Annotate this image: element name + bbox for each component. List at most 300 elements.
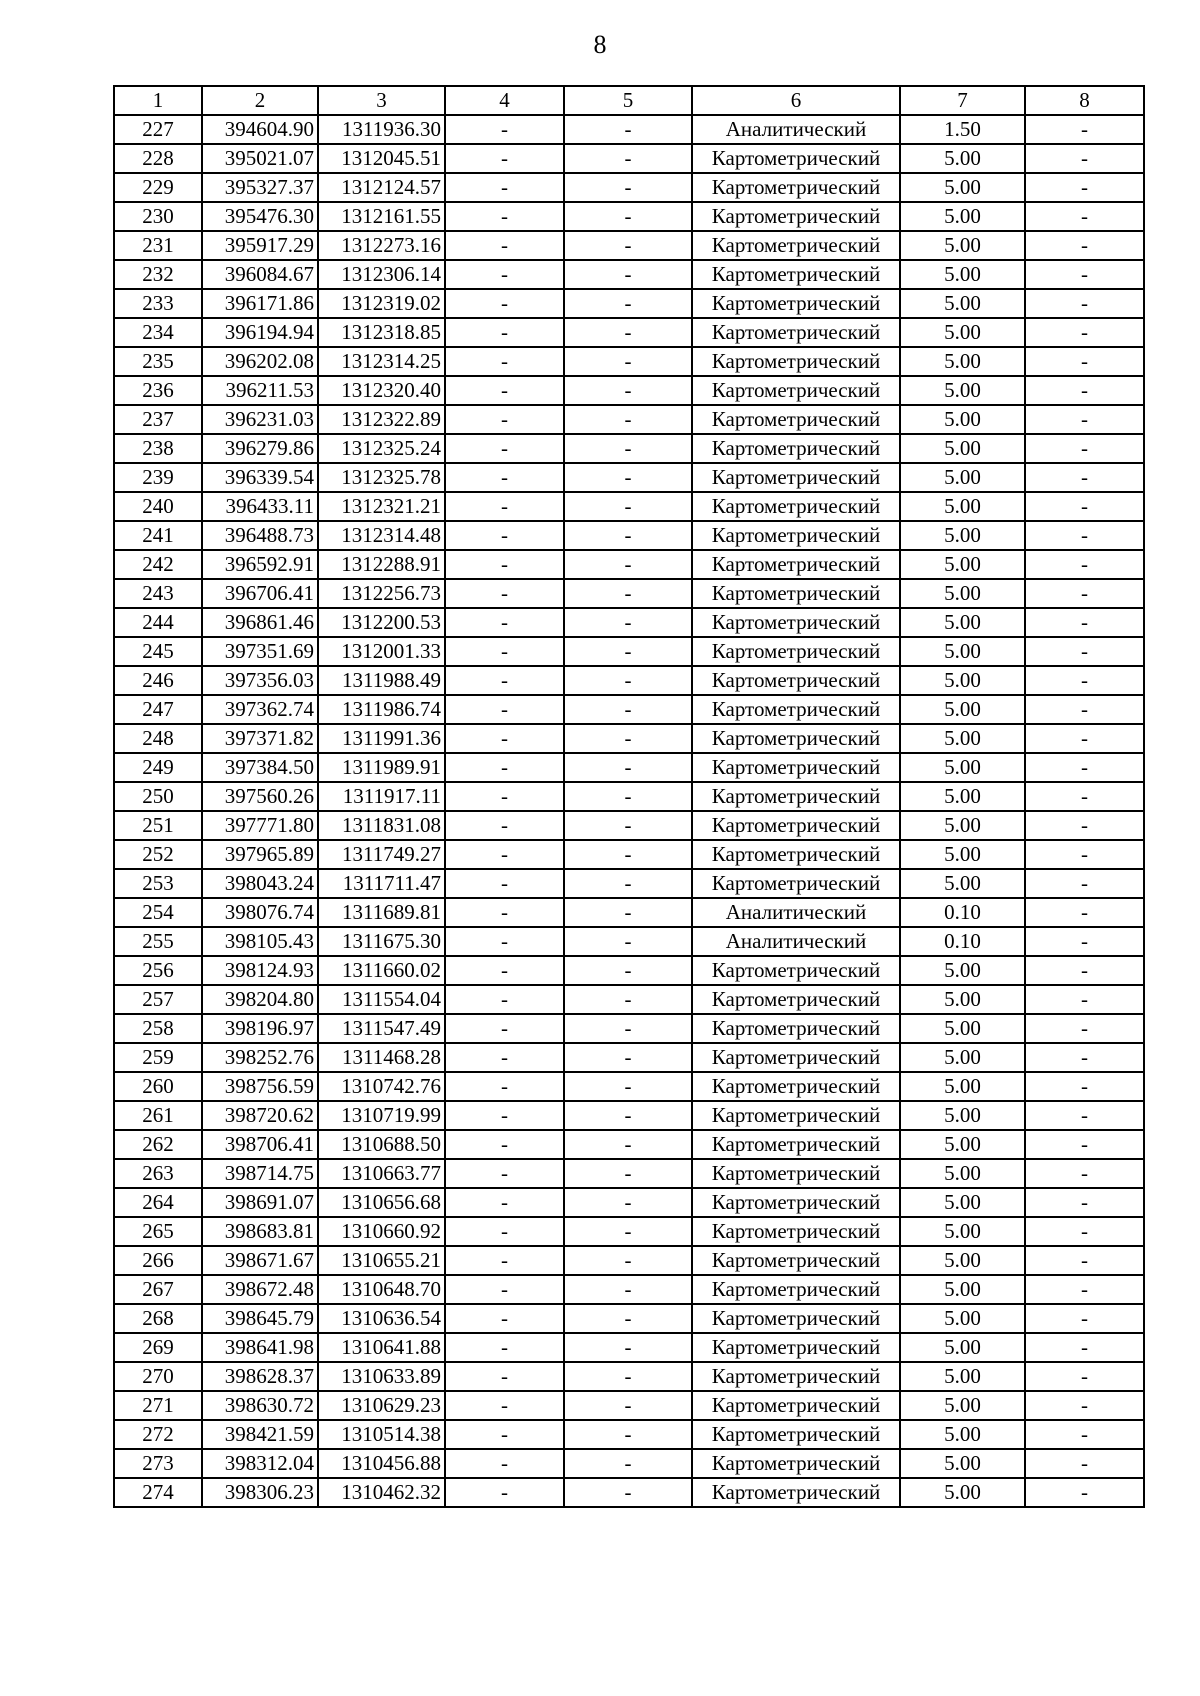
cell-coord-x: 396202.08: [202, 347, 318, 376]
cell-accuracy: 5.00: [900, 1449, 1025, 1478]
cell-point-number: 244: [114, 608, 202, 637]
table-body: [114, 115, 1144, 1507]
cell-coord-x: 398421.59: [202, 1420, 318, 1449]
cell-col-5: -: [564, 637, 692, 666]
cell-coord-x: 398714.75: [202, 1159, 318, 1188]
cell-accuracy: 5.00: [900, 289, 1025, 318]
cell-col-8: -: [1025, 318, 1144, 347]
cell-coord-y: 1312001.33: [318, 637, 445, 666]
coordinates-table: [113, 85, 1145, 1508]
cell-accuracy: 5.00: [900, 753, 1025, 782]
cell-point-number: 231: [114, 231, 202, 260]
cell-method: Картометрический: [692, 1188, 900, 1217]
cell-coord-x: 397356.03: [202, 666, 318, 695]
cell-method: Картометрический: [692, 1304, 900, 1333]
cell-col-4: -: [445, 260, 564, 289]
cell-accuracy: 0.10: [900, 898, 1025, 927]
cell-coord-x: 398124.93: [202, 956, 318, 985]
cell-col-8: -: [1025, 144, 1144, 173]
cell-coord-x: 398076.74: [202, 898, 318, 927]
cell-accuracy: 5.00: [900, 521, 1025, 550]
cell-coord-y: 1311986.74: [318, 695, 445, 724]
table-row: [114, 695, 1144, 724]
cell-col-8: -: [1025, 347, 1144, 376]
cell-col-5: -: [564, 1101, 692, 1130]
table-row: [114, 405, 1144, 434]
table-row: [114, 347, 1144, 376]
cell-coord-x: 398756.59: [202, 1072, 318, 1101]
cell-col-5: -: [564, 1217, 692, 1246]
cell-col-4: -: [445, 405, 564, 434]
cell-col-8: -: [1025, 1420, 1144, 1449]
cell-coord-x: 398204.80: [202, 985, 318, 1014]
cell-col-5: -: [564, 318, 692, 347]
cell-point-number: 270: [114, 1362, 202, 1391]
cell-coord-y: 1312325.78: [318, 463, 445, 492]
cell-col-8: -: [1025, 1043, 1144, 1072]
table-row: [114, 782, 1144, 811]
cell-coord-y: 1312319.02: [318, 289, 445, 318]
cell-point-number: 230: [114, 202, 202, 231]
cell-coord-y: 1312325.24: [318, 434, 445, 463]
cell-method: Картометрический: [692, 1246, 900, 1275]
cell-col-8: -: [1025, 898, 1144, 927]
cell-coord-y: 1311547.49: [318, 1014, 445, 1043]
cell-accuracy: 5.00: [900, 840, 1025, 869]
cell-method: Картометрический: [692, 463, 900, 492]
table-row: [114, 637, 1144, 666]
cell-col-4: -: [445, 579, 564, 608]
table-header: [114, 86, 1144, 115]
cell-coord-x: 396706.41: [202, 579, 318, 608]
column-header-5: 5: [564, 86, 692, 115]
cell-method: Картометрический: [692, 492, 900, 521]
cell-col-4: -: [445, 637, 564, 666]
cell-col-5: -: [564, 1130, 692, 1159]
cell-col-5: -: [564, 666, 692, 695]
cell-method: Аналитический: [692, 927, 900, 956]
cell-col-8: -: [1025, 811, 1144, 840]
cell-col-8: -: [1025, 840, 1144, 869]
cell-point-number: 228: [114, 144, 202, 173]
cell-col-8: -: [1025, 753, 1144, 782]
cell-col-8: -: [1025, 1246, 1144, 1275]
cell-point-number: 260: [114, 1072, 202, 1101]
cell-col-5: -: [564, 115, 692, 144]
cell-point-number: 263: [114, 1159, 202, 1188]
table-row: [114, 608, 1144, 637]
cell-accuracy: 5.00: [900, 202, 1025, 231]
cell-coord-y: 1311554.04: [318, 985, 445, 1014]
cell-coord-x: 398252.76: [202, 1043, 318, 1072]
cell-col-8: -: [1025, 1478, 1144, 1507]
cell-accuracy: 5.00: [900, 1043, 1025, 1072]
table-row: [114, 231, 1144, 260]
cell-col-5: -: [564, 1362, 692, 1391]
cell-coord-y: 1312161.55: [318, 202, 445, 231]
cell-col-4: -: [445, 1275, 564, 1304]
cell-coord-x: 398306.23: [202, 1478, 318, 1507]
cell-col-5: -: [564, 1072, 692, 1101]
cell-col-8: -: [1025, 1188, 1144, 1217]
cell-method: Картометрический: [692, 1014, 900, 1043]
cell-col-5: -: [564, 753, 692, 782]
cell-coord-y: 1311468.28: [318, 1043, 445, 1072]
cell-point-number: 237: [114, 405, 202, 434]
cell-accuracy: 5.00: [900, 956, 1025, 985]
cell-col-5: -: [564, 608, 692, 637]
cell-method: Аналитический: [692, 898, 900, 927]
cell-accuracy: 5.00: [900, 1188, 1025, 1217]
cell-col-8: -: [1025, 289, 1144, 318]
cell-col-4: -: [445, 434, 564, 463]
table-row: [114, 260, 1144, 289]
cell-coord-x: 398671.67: [202, 1246, 318, 1275]
cell-col-4: -: [445, 985, 564, 1014]
cell-col-4: -: [445, 666, 564, 695]
table-row: [114, 1420, 1144, 1449]
table-row: [114, 1101, 1144, 1130]
cell-coord-y: 1310719.99: [318, 1101, 445, 1130]
cell-col-5: -: [564, 898, 692, 927]
cell-coord-x: 398312.04: [202, 1449, 318, 1478]
cell-point-number: 256: [114, 956, 202, 985]
cell-coord-x: 394604.90: [202, 115, 318, 144]
table-row: [114, 898, 1144, 927]
cell-col-5: -: [564, 144, 692, 173]
cell-coord-y: 1312124.57: [318, 173, 445, 202]
cell-col-4: -: [445, 1043, 564, 1072]
cell-point-number: 240: [114, 492, 202, 521]
cell-coord-y: 1312200.53: [318, 608, 445, 637]
cell-coord-y: 1310514.38: [318, 1420, 445, 1449]
table-row: [114, 1391, 1144, 1420]
cell-accuracy: 5.00: [900, 579, 1025, 608]
cell-coord-y: 1312314.25: [318, 347, 445, 376]
cell-col-4: -: [445, 1304, 564, 1333]
cell-coord-y: 1312045.51: [318, 144, 445, 173]
cell-col-5: -: [564, 521, 692, 550]
cell-col-8: -: [1025, 1014, 1144, 1043]
cell-col-5: -: [564, 492, 692, 521]
cell-coord-y: 1312321.21: [318, 492, 445, 521]
table-row: [114, 115, 1144, 144]
cell-point-number: 255: [114, 927, 202, 956]
cell-coord-x: 396084.67: [202, 260, 318, 289]
cell-col-8: -: [1025, 637, 1144, 666]
cell-col-5: -: [564, 579, 692, 608]
cell-method: Картометрический: [692, 550, 900, 579]
cell-point-number: 238: [114, 434, 202, 463]
cell-point-number: 236: [114, 376, 202, 405]
cell-col-4: -: [445, 782, 564, 811]
cell-method: Картометрический: [692, 260, 900, 289]
cell-accuracy: 5.00: [900, 1246, 1025, 1275]
cell-col-8: -: [1025, 434, 1144, 463]
table-row: [114, 1130, 1144, 1159]
cell-col-4: -: [445, 347, 564, 376]
cell-col-5: -: [564, 1275, 692, 1304]
cell-coord-x: 396211.53: [202, 376, 318, 405]
cell-col-4: -: [445, 869, 564, 898]
cell-col-8: -: [1025, 463, 1144, 492]
cell-col-4: -: [445, 1362, 564, 1391]
cell-coord-x: 398043.24: [202, 869, 318, 898]
cell-col-8: -: [1025, 202, 1144, 231]
cell-col-4: -: [445, 1333, 564, 1362]
table-row: [114, 202, 1144, 231]
cell-col-4: -: [445, 550, 564, 579]
cell-method: Картометрический: [692, 405, 900, 434]
cell-point-number: 250: [114, 782, 202, 811]
cell-method: Картометрический: [692, 1275, 900, 1304]
cell-method: Картометрический: [692, 579, 900, 608]
cell-col-8: -: [1025, 695, 1144, 724]
table-row: [114, 1246, 1144, 1275]
cell-point-number: 261: [114, 1101, 202, 1130]
table-row: [114, 144, 1144, 173]
column-header-4: 4: [445, 86, 564, 115]
cell-accuracy: 5.00: [900, 1391, 1025, 1420]
cell-method: Картометрический: [692, 1391, 900, 1420]
table-row: [114, 956, 1144, 985]
cell-col-5: -: [564, 811, 692, 840]
cell-point-number: 239: [114, 463, 202, 492]
cell-col-5: -: [564, 985, 692, 1014]
cell-coord-y: 1312256.73: [318, 579, 445, 608]
cell-col-5: -: [564, 231, 692, 260]
cell-coord-x: 398105.43: [202, 927, 318, 956]
cell-coord-x: 395327.37: [202, 173, 318, 202]
cell-col-8: -: [1025, 608, 1144, 637]
table-row: [114, 869, 1144, 898]
cell-accuracy: 0.10: [900, 927, 1025, 956]
cell-coord-y: 1310641.88: [318, 1333, 445, 1362]
cell-accuracy: 5.00: [900, 492, 1025, 521]
cell-point-number: 264: [114, 1188, 202, 1217]
column-header-2: 2: [202, 86, 318, 115]
cell-col-5: -: [564, 1478, 692, 1507]
cell-col-4: -: [445, 608, 564, 637]
cell-coord-y: 1310660.92: [318, 1217, 445, 1246]
cell-col-4: -: [445, 753, 564, 782]
column-header-1: 1: [114, 86, 202, 115]
cell-accuracy: 5.00: [900, 318, 1025, 347]
cell-point-number: 254: [114, 898, 202, 927]
cell-coord-x: 396279.86: [202, 434, 318, 463]
cell-col-4: -: [445, 1217, 564, 1246]
cell-col-4: -: [445, 318, 564, 347]
cell-method: Картометрический: [692, 840, 900, 869]
cell-col-4: -: [445, 1420, 564, 1449]
cell-coord-x: 397371.82: [202, 724, 318, 753]
cell-coord-x: 396433.11: [202, 492, 318, 521]
cell-col-8: -: [1025, 1101, 1144, 1130]
cell-col-5: -: [564, 202, 692, 231]
cell-coord-y: 1310656.68: [318, 1188, 445, 1217]
table-row: [114, 318, 1144, 347]
cell-accuracy: 5.00: [900, 550, 1025, 579]
cell-col-8: -: [1025, 521, 1144, 550]
cell-point-number: 267: [114, 1275, 202, 1304]
cell-coord-x: 396339.54: [202, 463, 318, 492]
cell-col-8: -: [1025, 782, 1144, 811]
cell-accuracy: 5.00: [900, 1304, 1025, 1333]
cell-coord-x: 398628.37: [202, 1362, 318, 1391]
table-row: [114, 1333, 1144, 1362]
cell-coord-x: 397965.89: [202, 840, 318, 869]
cell-point-number: 252: [114, 840, 202, 869]
cell-accuracy: 5.00: [900, 666, 1025, 695]
cell-coord-y: 1311660.02: [318, 956, 445, 985]
cell-method: Картометрический: [692, 608, 900, 637]
cell-col-8: -: [1025, 1072, 1144, 1101]
cell-accuracy: 5.00: [900, 985, 1025, 1014]
cell-accuracy: 5.00: [900, 1362, 1025, 1391]
cell-method: Картометрический: [692, 1072, 900, 1101]
cell-accuracy: 5.00: [900, 637, 1025, 666]
header-row: [114, 86, 1144, 115]
cell-col-4: -: [445, 956, 564, 985]
cell-col-5: -: [564, 1014, 692, 1043]
cell-col-8: -: [1025, 550, 1144, 579]
cell-point-number: 253: [114, 869, 202, 898]
cell-col-4: -: [445, 173, 564, 202]
cell-accuracy: 5.00: [900, 347, 1025, 376]
cell-coord-y: 1311917.11: [318, 782, 445, 811]
cell-accuracy: 5.00: [900, 695, 1025, 724]
cell-point-number: 243: [114, 579, 202, 608]
cell-col-5: -: [564, 550, 692, 579]
cell-method: Картометрический: [692, 289, 900, 318]
cell-method: Картометрический: [692, 376, 900, 405]
cell-point-number: 268: [114, 1304, 202, 1333]
cell-coord-y: 1311711.47: [318, 869, 445, 898]
cell-coord-y: 1311675.30: [318, 927, 445, 956]
cell-col-4: -: [445, 840, 564, 869]
cell-col-5: -: [564, 463, 692, 492]
cell-col-4: -: [445, 492, 564, 521]
cell-col-5: -: [564, 927, 692, 956]
cell-col-5: -: [564, 434, 692, 463]
cell-col-5: -: [564, 405, 692, 434]
cell-col-4: -: [445, 463, 564, 492]
cell-accuracy: 5.00: [900, 1101, 1025, 1130]
table-row: [114, 1362, 1144, 1391]
table-row: [114, 1159, 1144, 1188]
cell-point-number: 229: [114, 173, 202, 202]
cell-accuracy: 5.00: [900, 1333, 1025, 1362]
cell-coord-x: 397771.80: [202, 811, 318, 840]
cell-col-4: -: [445, 1188, 564, 1217]
table-row: [114, 666, 1144, 695]
cell-method: Картометрический: [692, 782, 900, 811]
table-row: [114, 840, 1144, 869]
cell-coord-y: 1310663.77: [318, 1159, 445, 1188]
cell-coord-y: 1310462.32: [318, 1478, 445, 1507]
cell-coord-y: 1312288.91: [318, 550, 445, 579]
cell-accuracy: 5.00: [900, 1420, 1025, 1449]
cell-col-8: -: [1025, 724, 1144, 753]
cell-col-4: -: [445, 289, 564, 318]
cell-point-number: 247: [114, 695, 202, 724]
cell-method: Картометрический: [692, 753, 900, 782]
cell-coord-x: 396861.46: [202, 608, 318, 637]
cell-col-4: -: [445, 898, 564, 927]
cell-col-8: -: [1025, 231, 1144, 260]
cell-coord-y: 1310648.70: [318, 1275, 445, 1304]
table-row: [114, 985, 1144, 1014]
table-row: [114, 1449, 1144, 1478]
cell-method: Картометрический: [692, 173, 900, 202]
cell-coord-y: 1311991.36: [318, 724, 445, 753]
cell-coord-y: 1310629.23: [318, 1391, 445, 1420]
table-row: [114, 173, 1144, 202]
cell-coord-x: 398672.48: [202, 1275, 318, 1304]
cell-method: Картометрический: [692, 1362, 900, 1391]
cell-coord-x: 396592.91: [202, 550, 318, 579]
cell-col-8: -: [1025, 1333, 1144, 1362]
cell-col-5: -: [564, 956, 692, 985]
cell-coord-x: 398706.41: [202, 1130, 318, 1159]
cell-col-4: -: [445, 724, 564, 753]
cell-point-number: 227: [114, 115, 202, 144]
cell-accuracy: 5.00: [900, 144, 1025, 173]
cell-coord-y: 1310688.50: [318, 1130, 445, 1159]
cell-coord-x: 398645.79: [202, 1304, 318, 1333]
cell-coord-y: 1310655.21: [318, 1246, 445, 1275]
cell-coord-x: 398683.81: [202, 1217, 318, 1246]
cell-coord-x: 398196.97: [202, 1014, 318, 1043]
cell-col-5: -: [564, 1188, 692, 1217]
cell-coord-y: 1311936.30: [318, 115, 445, 144]
cell-accuracy: 5.00: [900, 1014, 1025, 1043]
cell-coord-y: 1310742.76: [318, 1072, 445, 1101]
cell-col-5: -: [564, 695, 692, 724]
cell-method: Картометрический: [692, 1333, 900, 1362]
cell-coord-y: 1312318.85: [318, 318, 445, 347]
cell-point-number: 235: [114, 347, 202, 376]
cell-method: Картометрический: [692, 1159, 900, 1188]
cell-point-number: 259: [114, 1043, 202, 1072]
cell-col-5: -: [564, 173, 692, 202]
table-row: [114, 550, 1144, 579]
cell-method: Картометрический: [692, 434, 900, 463]
page-number: 8: [593, 30, 607, 59]
table-row: [114, 492, 1144, 521]
cell-coord-y: 1312314.48: [318, 521, 445, 550]
cell-method: Картометрический: [692, 521, 900, 550]
cell-accuracy: 5.00: [900, 1072, 1025, 1101]
cell-accuracy: 5.00: [900, 173, 1025, 202]
cell-col-5: -: [564, 782, 692, 811]
cell-method: Картометрический: [692, 1420, 900, 1449]
cell-col-4: -: [445, 1014, 564, 1043]
cell-col-5: -: [564, 1391, 692, 1420]
cell-point-number: 245: [114, 637, 202, 666]
cell-coord-x: 398641.98: [202, 1333, 318, 1362]
table-row: [114, 1072, 1144, 1101]
cell-col-4: -: [445, 927, 564, 956]
cell-point-number: 249: [114, 753, 202, 782]
cell-coord-x: 398691.07: [202, 1188, 318, 1217]
cell-coord-y: 1311989.91: [318, 753, 445, 782]
cell-coord-y: 1311988.49: [318, 666, 445, 695]
cell-coord-x: 395917.29: [202, 231, 318, 260]
cell-coord-x: 396194.94: [202, 318, 318, 347]
cell-col-4: -: [445, 1246, 564, 1275]
cell-col-8: -: [1025, 927, 1144, 956]
